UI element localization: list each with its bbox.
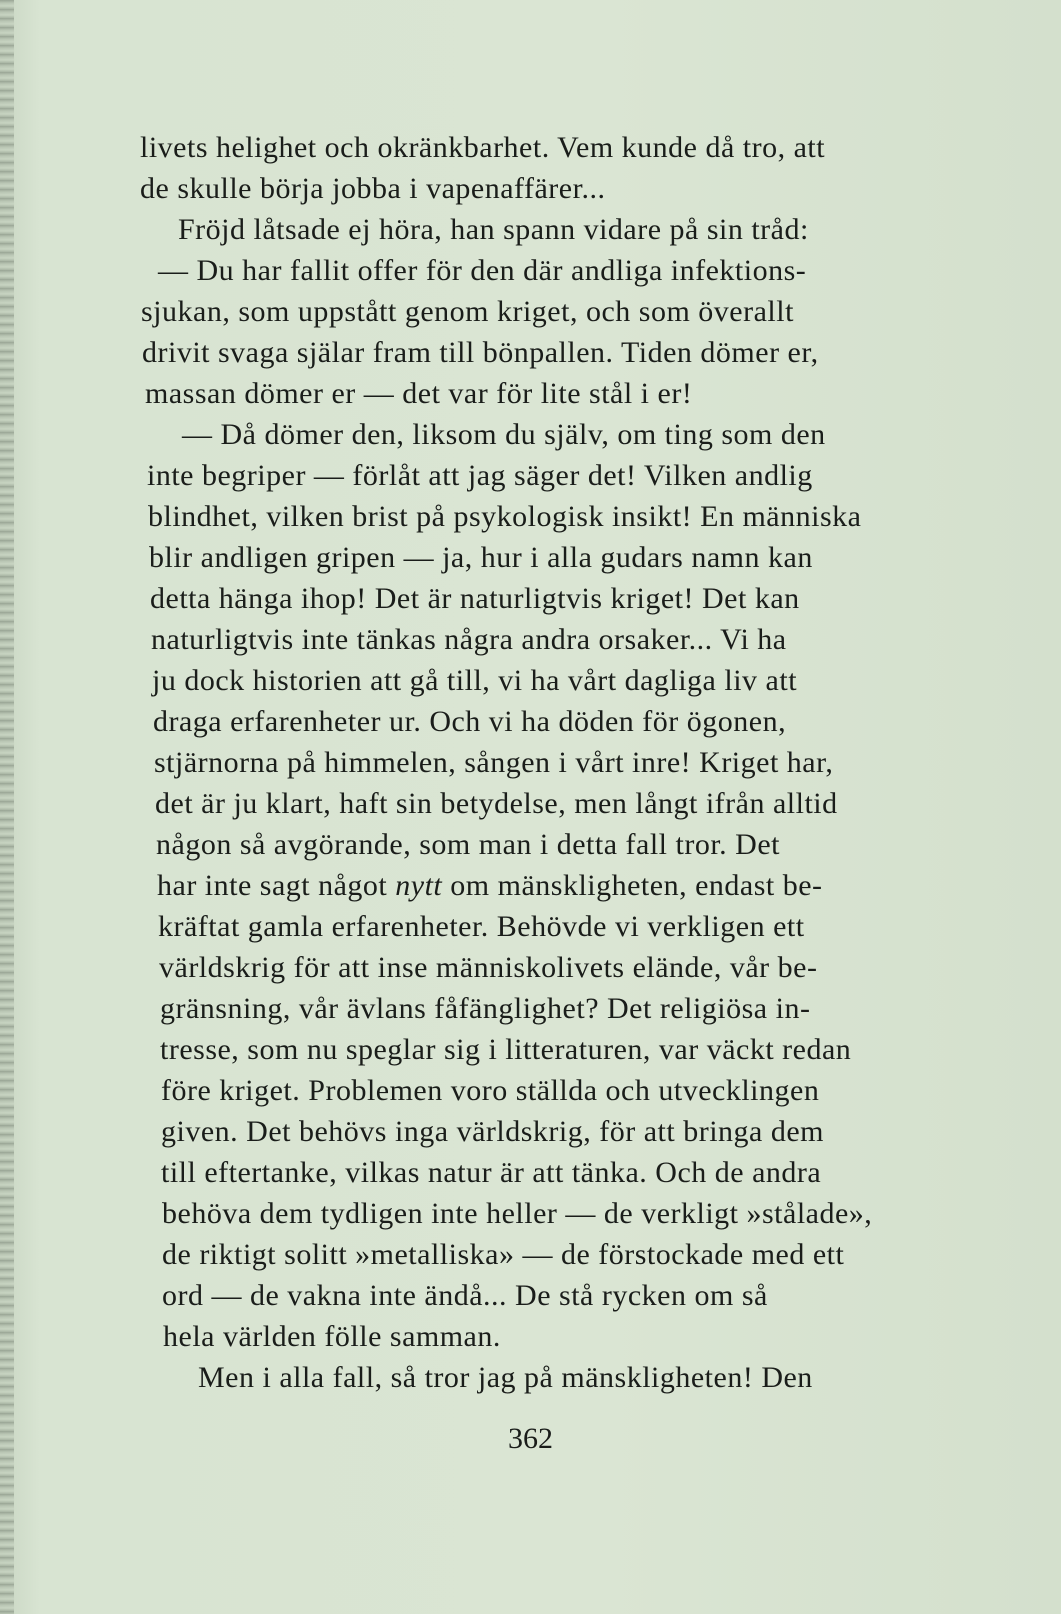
text-line: — Då dömer den, liksom du själv, om ting som den: [182, 418, 826, 451]
text-line: draga erfarenheter ur. Och vi ha döden för ögonen,: [153, 705, 787, 738]
page-number: 362: [508, 1422, 553, 1455]
italic-word: nytt: [395, 869, 443, 902]
text-line: stjärnorna på himmelen, sången i vårt inre! Kriget har,: [154, 746, 834, 779]
text-line: det är ju klart, haft sin betydelse, men långt ifrån alltid: [155, 787, 838, 820]
text-line: blindhet, vilken brist på psykologisk insikt! En människa: [148, 500, 862, 533]
text-line: behöva dem tydligen inte heller — de verkligt »stålade»,: [162, 1197, 873, 1230]
text-line: given. Det behövs inga världskrig, för att bringa dem: [161, 1115, 825, 1148]
text-line: blir andligen gripen — ja, hur i alla gudars namn kan: [149, 541, 813, 574]
text-line: Men i alla fall, så tror jag på mänskligheten! Den: [198, 1361, 813, 1394]
text-line: till eftertanke, vilkas natur är att tänka. Och de andra: [161, 1156, 822, 1189]
text-line: kräftat gamla erfarenheter. Behövde vi verkligen ett: [158, 910, 805, 943]
text-line: [157, 868, 823, 904]
text-line: inte begriper — förlåt att jag säger det! Vilken andlig: [147, 459, 813, 492]
text-line: världskrig för att inse människolivets elände, vår be-: [159, 951, 818, 984]
text-line: de riktigt solitt »metalliska» — de förstockade med ett: [162, 1238, 845, 1271]
text-line: de skulle börja jobba i vapenaffärer...: [140, 172, 606, 205]
text-line: Fröjd låtsade ej höra, han spann vidare på sin tråd:: [178, 213, 809, 246]
text-segment: har inte sagt något: [157, 869, 396, 902]
text-line: detta hänga ihop! Det är naturligtvis kriget! Det kan: [150, 582, 800, 615]
text-segment: om mänskligheten, endast be-: [442, 869, 823, 902]
text-line: naturligtvis inte tänkas några andra orsaker... Vi ha: [151, 623, 787, 656]
text-line: före kriget. Problemen voro ställda och utvecklingen: [161, 1074, 820, 1107]
text-line: — Du har fallit offer för den där andliga infektions-: [158, 254, 807, 287]
text-line: sjukan, som uppstått genom kriget, och som överallt: [141, 295, 794, 328]
text-line: massan dömer er — det var för lite stål i er!: [145, 377, 693, 410]
text-line: livets helighet och okränkbarhet. Vem kunde då tro, att: [140, 131, 826, 164]
text-line: tresse, som nu speglar sig i litteraturen, var väckt redan: [160, 1033, 852, 1066]
text-line: hela världen fölle samman.: [163, 1320, 501, 1353]
text-line: någon så avgörande, som man i detta fall tror. Det: [156, 828, 780, 861]
text-line: drivit svaga själar fram till bönpallen. Tiden dömer er,: [142, 336, 819, 369]
text-line: ju dock historien att gå till, vi ha vårt dagliga liv att: [152, 664, 798, 697]
text-line: ord — de vakna inte ändå... De stå rycken om så: [162, 1279, 768, 1312]
text-line: gränsning, vår ävlans fåfänglighet? Det religiösa in-: [160, 992, 811, 1025]
